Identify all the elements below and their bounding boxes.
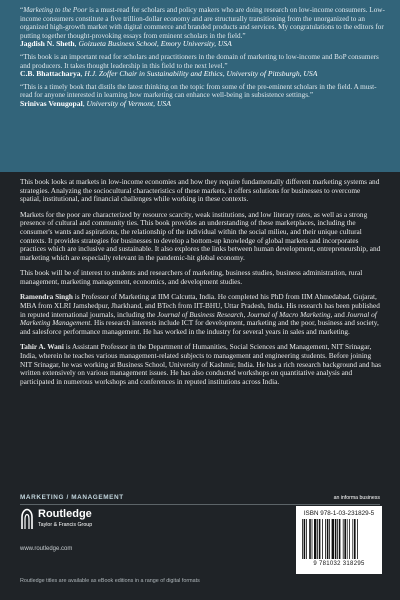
endorsement-text: “This is a timely book that distils the latest thinking on the topic from some of the pre-eminent scholars in the field. A must-read for anyone interested in learning how marketing can enhance well-being in subsistence settings.” [20,82,377,100]
endorser: C.B. Bhattacharya, H.J. Zoffer Chair in Sustainability and Ethics, University of Pittsburgh, USA [20,69,318,79]
barcode-bar [349,519,350,559]
blurb-and-bios [20,178,382,393]
barcode-bar [352,519,353,559]
barcode-bar [354,519,356,559]
barcode-bar [325,519,326,559]
barcode-bar [347,519,348,559]
barcode-bar [309,519,311,559]
endorsement-text: “This book is an important read for scholars and practitioners in the domain of marketing to low-income and BoP consumers and producers. It takes thought leadership in this field to the next level.” [20,52,379,70]
barcode-bar [302,519,303,559]
barcode-bar [332,519,334,559]
barcode-bar [304,519,306,559]
subject-category: MARKETING / MANAGEMENT [20,494,124,501]
barcode-bar [335,519,337,559]
blurb-paragraph-2: Markets for the poor are characterized by resource scarcity, weak institutions, and low literary rates, as well as a strong presence of cultural and community ties. This book provides an understanding of these marketplaces, including the consumer's wants and aspirations, the relationship of the individual within the social milieu, and their unique cultural contexts. It provides strategies for businesses to develop a bottom-up knowledge of global markets and incorporates practices which are inclusive and sustainable. It also explores the links between human development, entrepreneurship, and marketing which are especially relevant in the pandemic-hit global economy. [20,209,381,263]
bio-ramendra-singh: Ramendra Singh is Professor of Marketing at IIM Calcutta, India. He completed his PhD from IIM Ahmedabad, Gujarat, MBA from XLRI Jamshedpur, Jharkhand, and BTech from IIT-BHU, Uttar Pradesh, India. His research has been published in reputed international journals, including the Journal of Business Research, Journal of Macro Marketing, and Journal of Marketing Management. His research interests include ICT for development, marketing and the poor, business and society, and salesforce performance management. He has worked in the industry for several years in sales and marketing. [20,292,380,337]
blurb-paragraph-3: This book will be of interest to students and researchers of marketing, business studies, business administration, rural management, marketing management, economics, and development studies. [20,268,363,287]
endorser: Srinivas Venugopal, University of Vermont, USA [20,98,171,108]
barcode-bar [329,519,330,559]
barcode-bar [314,519,316,559]
barcode-bar [337,519,338,559]
publisher-name: Routledge [38,508,92,520]
barcode-bar [306,519,307,559]
barcode-bar [312,519,313,559]
publisher-logo [20,508,130,542]
endorsement-sheth [20,6,386,49]
barcode-digits: 9 781032 318295 [313,561,365,567]
endorsements-panel [0,0,400,172]
barcode-bar [343,519,344,559]
divider [20,504,380,505]
endorsement-bhattacharya [20,53,386,79]
informa-tagline: an informa business [333,495,380,501]
barcode-bar [344,519,346,559]
bio-tahir-wani: Tahir A. Wani is Assistant Professor in the Department of Humanities, Social Sciences and Management, NIT Srinagar, India, wherein he teaches various management-related subjects to management and engineering students. Before joining NIT Srinagar, he was working at Business School, University of Kashmir, India. He has a rich research background and has written extensively on various management issues. He has also conducted workshops on quantitative analysis and participated in numerous workshops and conferences in reputed institutions across India. [20,342,381,387]
publisher-url: www.routledge.com [20,546,73,552]
endorsement-text: “Marketing to the Poor is a must-read for scholars and policy makers who are doing research on low-income consumers. Low-income consumers constitute a five trillion-dollar economy and are structurally transitioning from the unorganized to an organized high-growth market with digital commerce and branded products and services. My congratulations to the editors for putting together thought-provoking essays from eminent scholars in the field.” [20,6,385,40]
blurb-paragraph-1: This book looks at markets in low-income economies and how they require fundamentally different marketing systems and strategies. Analyzing the sociocultural characteristics of these markets, it offers solutions for businesses to overcome spatial, institutional, and financial challenges while working in these contexts. [20,177,380,204]
routledge-icon [20,508,34,530]
barcode-bar [322,519,323,559]
barcode-bar [317,519,318,559]
barcode-bar [319,519,321,559]
isbn: ISBN 978-1-03-231829-5 [303,510,375,517]
barcode-bar [357,519,358,559]
ebook-note: Routledge titles are available as eBook editions in a range of digital formats [20,578,200,584]
endorser: Jagdish N. Sheth, Goizueta Business School, Emory University, USA [20,39,232,49]
barcode [296,506,382,574]
endorsement-venugopal [20,83,386,109]
barcode-bar [339,519,341,559]
publisher-group: Taylor & Francis Group [38,522,93,528]
barcode-bar [327,519,329,559]
book-title-italic: Marketing to the Poor [23,6,88,14]
endorsements [20,6,386,113]
barcode-bars [302,519,376,559]
